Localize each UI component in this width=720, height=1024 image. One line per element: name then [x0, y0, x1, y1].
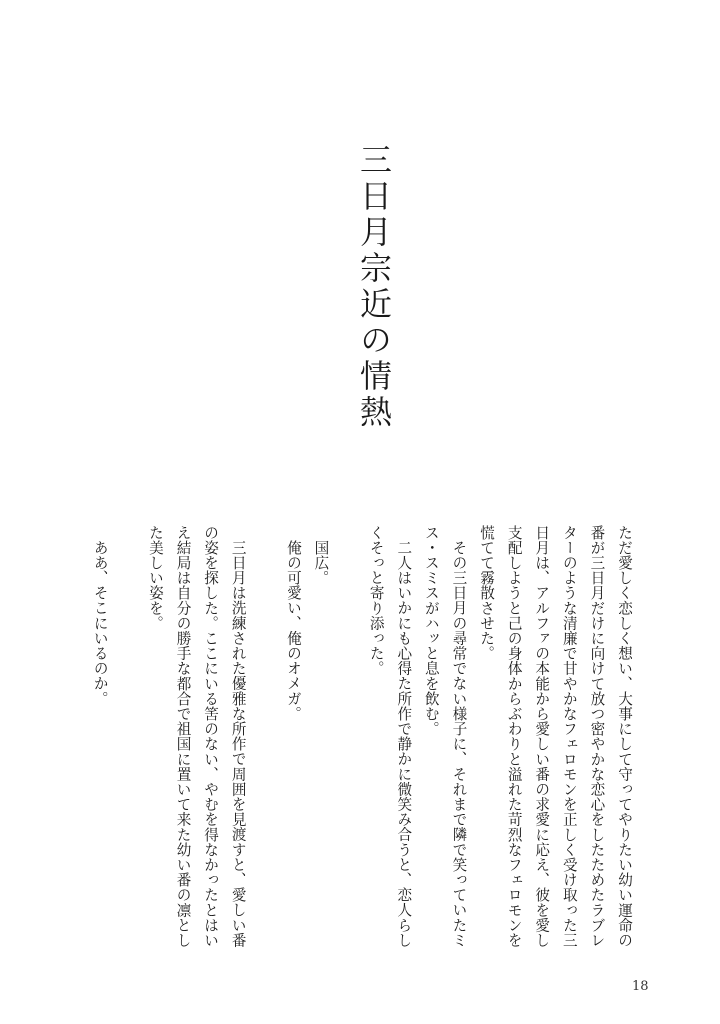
paragraph: ただ愛しく恋しく想い、大事にして守ってやりたい幼い運命の番が三日月だけに向けて放つ密やかな恋心をしたためたラブレターのような清廉で甘やかなフェロモンを正しく受け取った三日月は、アルファの本能から愛しい番の求愛に応え、彼を愛し支配しようと己の身体からぶわりと溢れた苛烈なフェロモンを慌てて霧散させた。 — [478, 525, 633, 948]
paragraph: その三日月の尋常でない様子に、それまで隣で笑っていたミス・スミスがハッと息を飲む。 — [422, 525, 468, 948]
paragraph: 国広。 — [312, 539, 330, 585]
body-text — [91, 525, 638, 955]
page-number: 18 — [632, 979, 649, 994]
blank-line — [334, 525, 362, 955]
paragraph: ああ、そこにいるのか。 — [91, 539, 109, 706]
paragraph: 二人はいかにも心得た所作で静かに微笑み合うと、恋人らしくそっと寄り添った。 — [367, 525, 413, 948]
chapter-title: 三日月宗近の情熱 — [355, 143, 393, 431]
paragraph: 俺の可愛い、俺のオメガ。 — [284, 539, 302, 721]
blank-line — [114, 525, 142, 955]
paragraph: 三日月は洗練された優雅な所作で周囲を見渡すと、愛しい番の姿を探した。ここにいる筈のない、やむを得なかったとはいえ結局は自分の勝手な都合で祖国に置いて来た幼い番の凛とした美しい姿を。 — [146, 525, 247, 948]
blank-line — [252, 525, 280, 955]
